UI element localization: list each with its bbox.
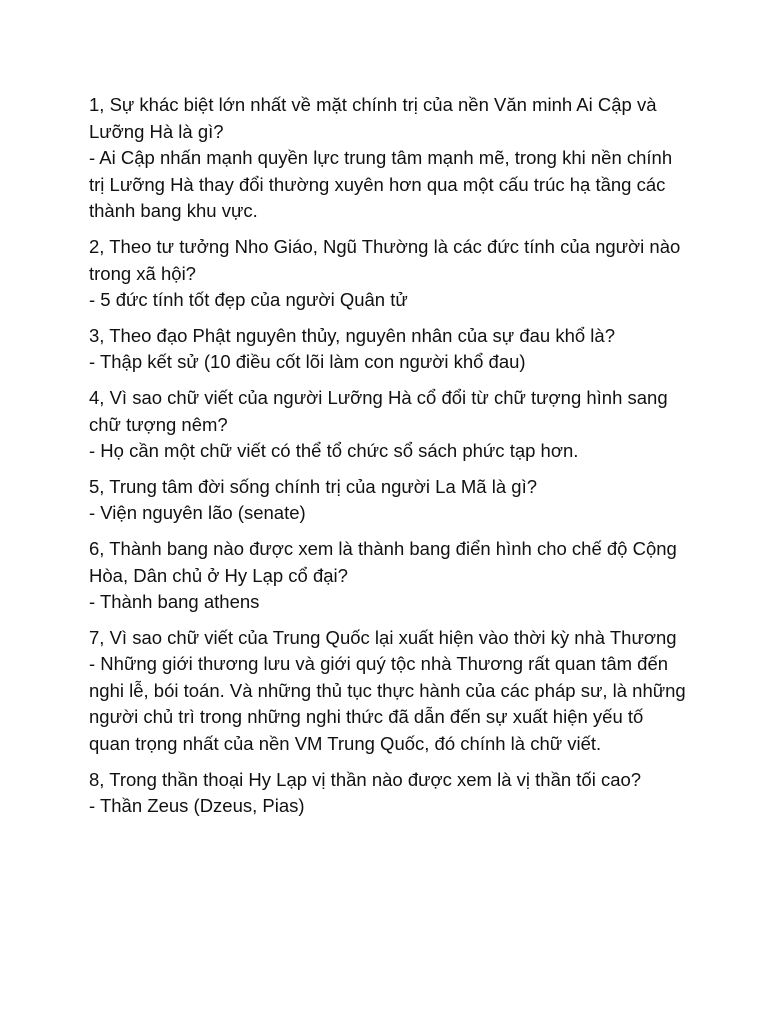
qa-item-2 <box>89 234 689 314</box>
question-3: 3, Theo đạo Phật nguyên thủy, nguyên nhân của sự đau khổ là? <box>89 324 615 346</box>
question-6: 6, Thành bang nào được xem là thành bang điển hình cho chế độ Cộng Hòa, Dân chủ ở Hy Lạp cổ đại? <box>89 537 677 586</box>
answer-4: - Họ cần một chữ viết có thể tổ chức sổ sách phức tạp hơn. <box>89 440 579 462</box>
answer-7: - Những giới thương lưu và giới quý tộc nhà Thương rất quan tâm đến nghi lễ, bói toán. Và những thủ tục thực hành của các pháp sư, là những người chủ trì trong những nghi thức đã dẫn đến sự xuất hiện yếu tố quan trọng nhất của nền VM Trung Quốc, đó chính là chữ viết. <box>89 653 686 755</box>
qa-item-1 <box>89 92 689 225</box>
question-7: 7, Vì sao chữ viết của Trung Quốc lại xuất hiện vào thời kỳ nhà Thương <box>89 626 677 648</box>
question-5: 5, Trung tâm đời sống chính trị của người La Mã là gì? <box>89 475 537 497</box>
answer-3: - Thập kết sử (10 điều cốt lõi làm con người khổ đau) <box>89 351 526 373</box>
document-page <box>89 92 689 829</box>
question-4: 4, Vì sao chữ viết của người Lưỡng Hà cổ đổi từ chữ tượng hình sang chữ tượng nêm? <box>89 386 668 435</box>
question-2: 2, Theo tư tưởng Nho Giáo, Ngũ Thường là các đức tính của người nào trong xã hội? <box>89 235 681 284</box>
qa-item-7 <box>89 625 689 758</box>
answer-5: - Viện nguyên lão (senate) <box>89 502 306 524</box>
question-8: 8, Trong thần thoại Hy Lạp vị thần nào được xem là vị thần tối cao? <box>89 768 642 790</box>
question-1: 1, Sự khác biệt lớn nhất về mặt chính trị của nền Văn minh Ai Cập và Lưỡng Hà là gì? <box>89 94 657 142</box>
qa-item-4 <box>89 385 689 465</box>
answer-1: - Ai Cập nhấn mạnh quyền lực trung tâm mạnh mẽ, trong khi nền chính trị Lưỡng Hà thay đổi thường xuyên hơn qua một cấu trúc hạ tầng các thành bang khu vực. <box>89 147 673 222</box>
answer-8: - Thần Zeus (Dzeus, Pias) <box>89 795 305 817</box>
answer-6: - Thành bang athens <box>89 591 260 613</box>
qa-item-5 <box>89 474 689 527</box>
qa-item-8 <box>89 767 689 820</box>
qa-item-6 <box>89 536 689 616</box>
qa-item-3 <box>89 323 689 376</box>
answer-2: - 5 đức tính tốt đẹp của người Quân tử <box>89 289 408 311</box>
